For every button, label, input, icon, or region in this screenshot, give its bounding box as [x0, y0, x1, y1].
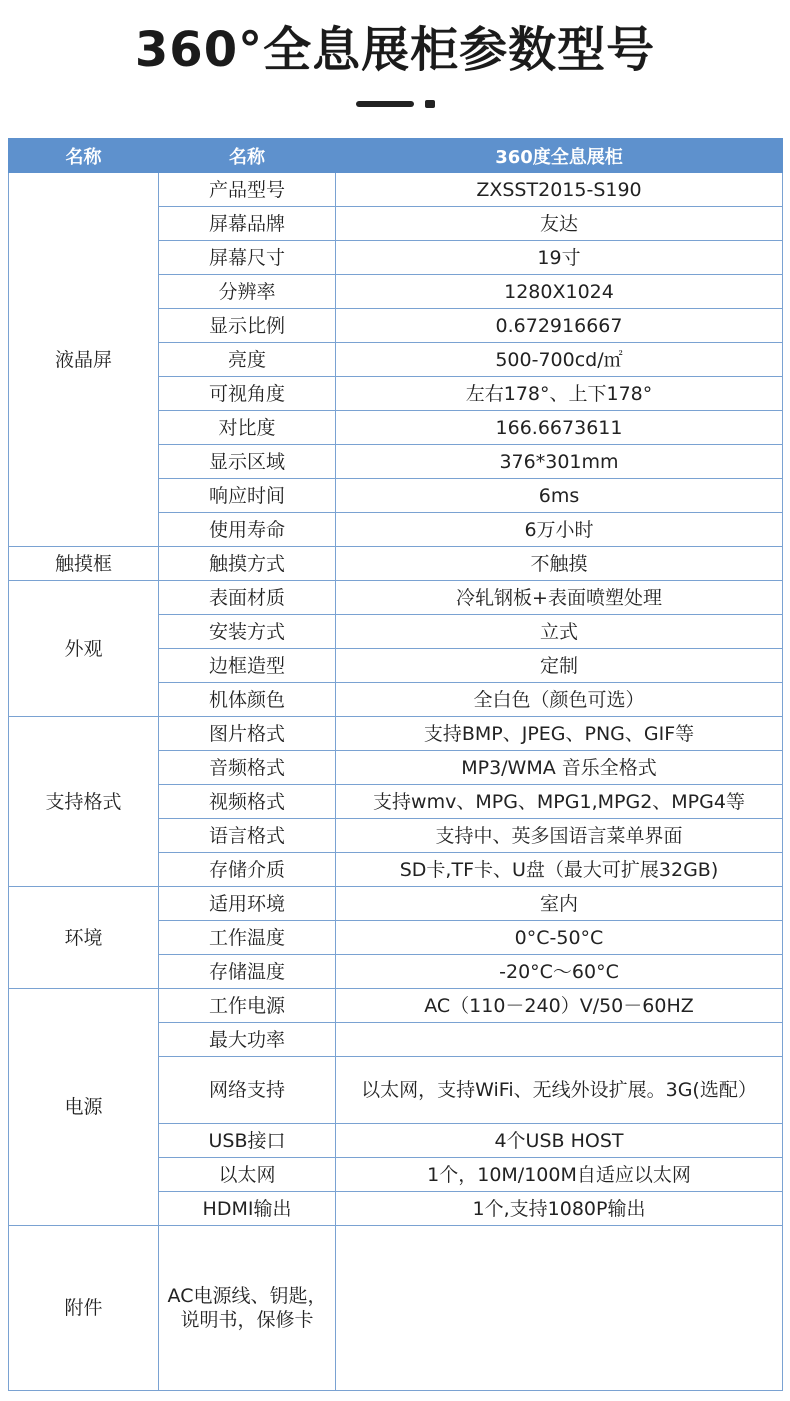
param-label: 对比度 — [159, 411, 336, 445]
param-label: 使用寿命 — [159, 513, 336, 547]
param-value: 左右178°、上下178° — [336, 377, 783, 411]
param-label: 工作电源 — [159, 989, 336, 1023]
header-name: 名称 — [159, 139, 336, 173]
param-value: 全白色（颜色可选） — [336, 683, 783, 717]
title-underline-dot — [425, 100, 435, 108]
param-value: 19寸 — [336, 241, 783, 275]
category-cell: 附件 — [9, 1226, 159, 1391]
param-label: 最大功率 — [159, 1023, 336, 1057]
category-cell: 支持格式 — [9, 717, 159, 887]
param-label: HDMI输出 — [159, 1192, 336, 1226]
param-label: 可视角度 — [159, 377, 336, 411]
category-cell: 外观 — [9, 581, 159, 717]
param-label: 触摸方式 — [159, 547, 336, 581]
param-value: 友达 — [336, 207, 783, 241]
param-label: 网络支持 — [159, 1057, 336, 1124]
table-row — [9, 547, 783, 581]
param-label: 边框造型 — [159, 649, 336, 683]
param-label: 存储温度 — [159, 955, 336, 989]
param-value: 冷轧钢板+表面喷塑处理 — [336, 581, 783, 615]
param-value: -20°C～60°C — [336, 955, 783, 989]
param-value: 室内 — [336, 887, 783, 921]
param-label: 音频格式 — [159, 751, 336, 785]
param-value: 1个,支持1080P输出 — [336, 1192, 783, 1226]
header-value: 360度全息展柜 — [336, 139, 783, 173]
param-label: USB接口 — [159, 1124, 336, 1158]
param-label: 显示比例 — [159, 309, 336, 343]
param-value: 立式 — [336, 615, 783, 649]
param-label: 适用环境 — [159, 887, 336, 921]
param-label: 表面材质 — [159, 581, 336, 615]
param-label: 视频格式 — [159, 785, 336, 819]
param-value: 0.672916667 — [336, 309, 783, 343]
param-label: 工作温度 — [159, 921, 336, 955]
param-value: 定制 — [336, 649, 783, 683]
param-label: 存储介质 — [159, 853, 336, 887]
param-label: 语言格式 — [159, 819, 336, 853]
param-value: 支持中、英多国语言菜单界面 — [336, 819, 783, 853]
param-label: 安装方式 — [159, 615, 336, 649]
param-label: 屏幕品牌 — [159, 207, 336, 241]
table-row — [9, 173, 783, 207]
param-label: 分辨率 — [159, 275, 336, 309]
param-value: 支持wmv、MPG、MPG1,MPG2、MPG4等 — [336, 785, 783, 819]
param-value: 1个，10M/100M自适应以太网 — [336, 1158, 783, 1192]
page-title: 360°全息展柜参数型号 — [134, 22, 656, 78]
param-value: 支持BMP、JPEG、PNG、GIF等 — [336, 717, 783, 751]
table-header-row — [9, 139, 783, 173]
param-value — [336, 1023, 783, 1057]
param-value: MP3/WMA 音乐全格式 — [336, 751, 783, 785]
param-label: 亮度 — [159, 343, 336, 377]
param-value: AC（110－240）V/50－60HZ — [336, 989, 783, 1023]
category-cell: 环境 — [9, 887, 159, 989]
param-label: 屏幕尺寸 — [159, 241, 336, 275]
table-row — [9, 989, 783, 1023]
table-row — [9, 717, 783, 751]
param-label: 以太网 — [159, 1158, 336, 1192]
table-row — [9, 581, 783, 615]
category-cell: 触摸框 — [9, 547, 159, 581]
param-value: 1280X1024 — [336, 275, 783, 309]
param-value: 以太网，支持WiFi、无线外设扩展。3G(选配） — [336, 1057, 783, 1124]
title-underline — [356, 101, 414, 107]
param-value: ZXSST2015-S190 — [336, 173, 783, 207]
param-label: AC电源线、钥匙，说明书，保修卡 — [159, 1226, 336, 1391]
param-label: 响应时间 — [159, 479, 336, 513]
category-cell: 液晶屏 — [9, 173, 159, 547]
param-label: 机体颜色 — [159, 683, 336, 717]
table-row — [9, 1226, 783, 1391]
param-value: 6ms — [336, 479, 783, 513]
param-value: 不触摸 — [336, 547, 783, 581]
param-value: 6万小时 — [336, 513, 783, 547]
param-value: 166.6673611 — [336, 411, 783, 445]
param-value: 4个USB HOST — [336, 1124, 783, 1158]
param-label: 显示区域 — [159, 445, 336, 479]
param-value: 0°C-50°C — [336, 921, 783, 955]
param-label: 产品型号 — [159, 173, 336, 207]
param-label: 图片格式 — [159, 717, 336, 751]
spec-table — [8, 138, 783, 1391]
header-category: 名称 — [9, 139, 159, 173]
param-value — [336, 1226, 783, 1391]
param-value: 376*301mm — [336, 445, 783, 479]
table-row — [9, 887, 783, 921]
param-value: SD卡,TF卡、U盘（最大可扩展32GB) — [336, 853, 783, 887]
category-cell: 电源 — [9, 989, 159, 1226]
param-value: 500-700cd/㎡ — [336, 343, 783, 377]
